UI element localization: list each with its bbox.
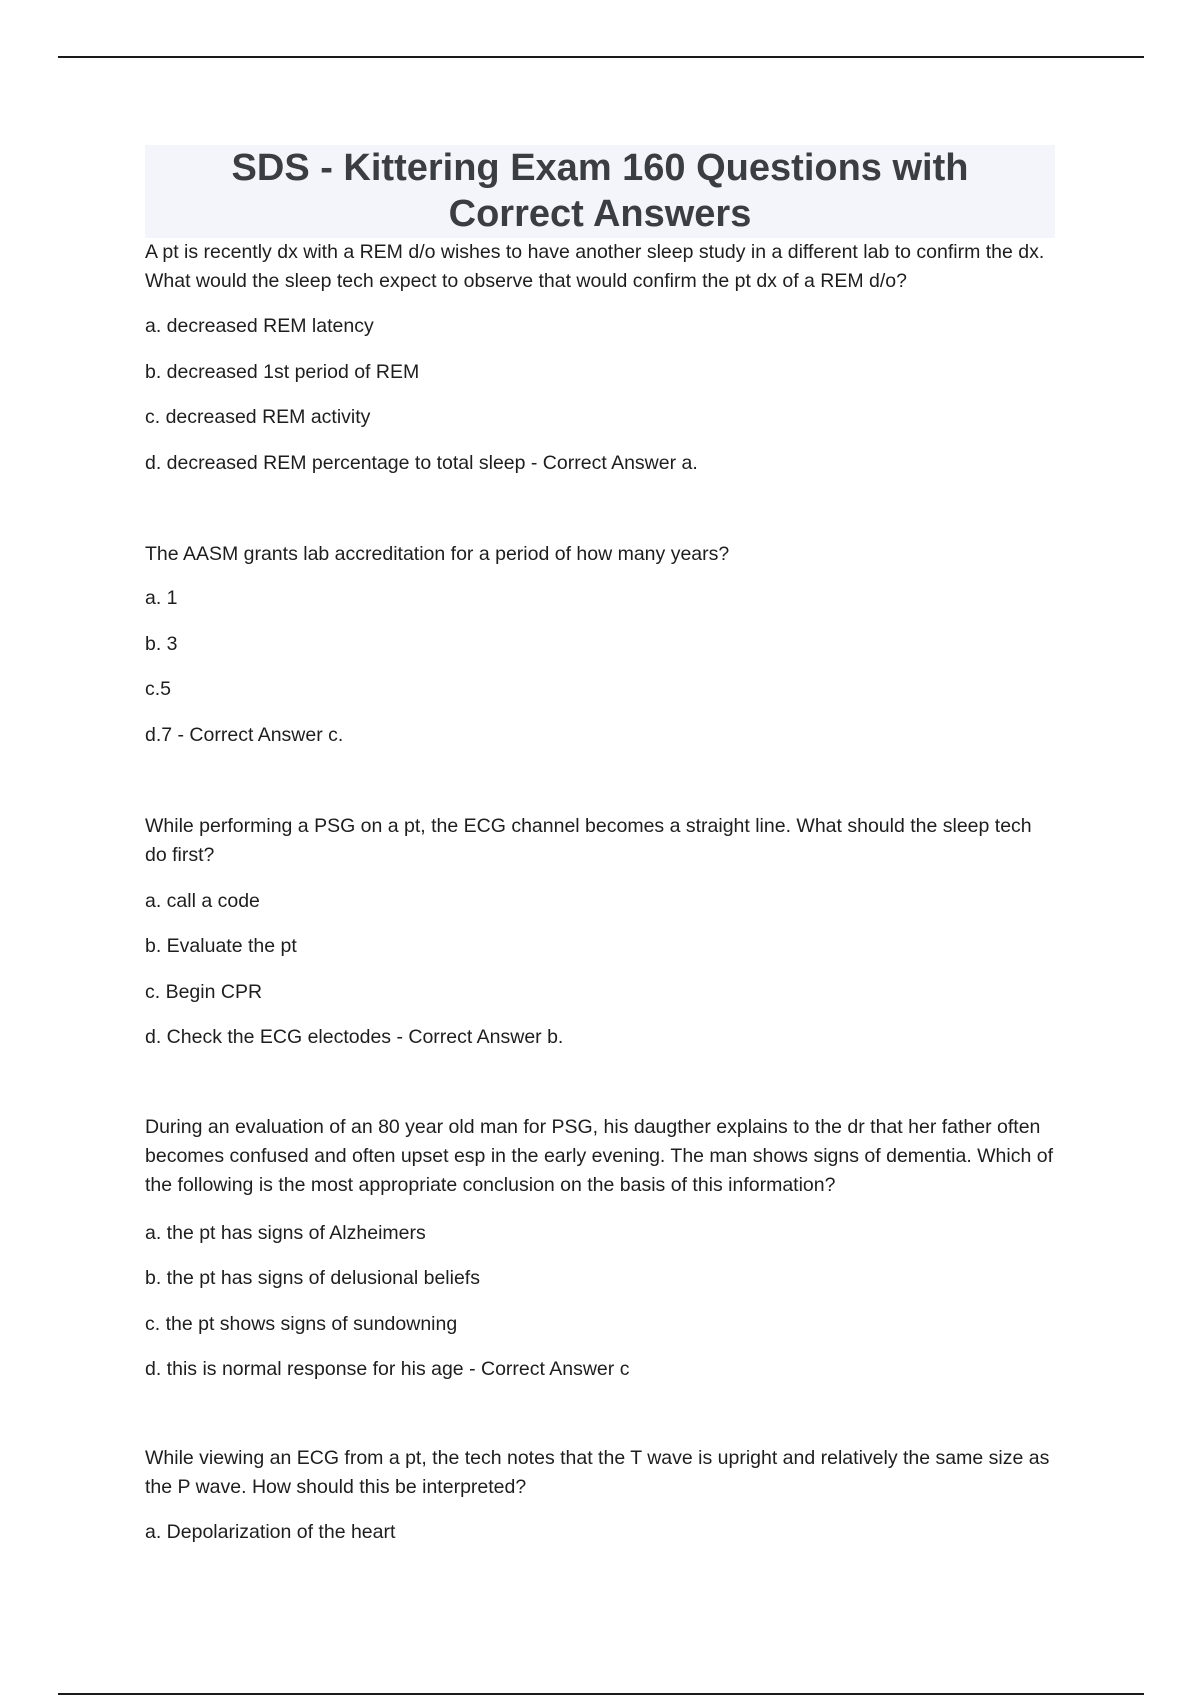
- answer-option: b. Evaluate the pt: [145, 935, 297, 957]
- question-text: While performing a PSG on a pt, the ECG channel becomes a straight line. What should the sleep tech do first?: [145, 815, 1032, 866]
- question-block: [145, 540, 1045, 746]
- answer-option: d. this is normal response for his age - Correct Answer c: [145, 1358, 630, 1380]
- answer-option: c. the pt shows signs of sundowning: [145, 1313, 458, 1335]
- question-text: During an evaluation of an 80 year old man for PSG, his daugther explains to the dr that her father often becomes confused and often upset esp in the early evening. The man shows signs of dementia. Which of the following is the most appropriate conclusion on the basis of this information?: [145, 1116, 1054, 1196]
- answer-option: a. call a code: [145, 890, 260, 912]
- answer-option: c. decreased REM activity: [145, 406, 371, 428]
- question-block: [145, 812, 1045, 1048]
- question-text: The AASM grants lab accreditation for a period of how many years?: [145, 543, 730, 565]
- question-block: [145, 1113, 1070, 1380]
- answer-option: d. Check the ECG electodes - Correct Answer b.: [145, 1026, 564, 1048]
- answer-option: b. the pt has signs of delusional beliefs: [145, 1267, 480, 1289]
- answer-option: a. the pt has signs of Alzheimers: [145, 1222, 426, 1244]
- answer-option: d.7 - Correct Answer c.: [145, 724, 344, 746]
- question-text: While viewing an ECG from a pt, the tech notes that the T wave is upright and relatively the same size as the P wave. How should this be interpreted?: [145, 1447, 1050, 1498]
- answer-option: c. Begin CPR: [145, 981, 263, 1003]
- answer-option: a. 1: [145, 587, 178, 609]
- answer-option: b. decreased 1st period of REM: [145, 361, 420, 383]
- title-line-2: Correct Answers: [448, 193, 752, 235]
- title-line-1: SDS - Kittering Exam 160 Questions with: [231, 147, 969, 189]
- title-banner: [145, 145, 1055, 238]
- top-rule: [58, 56, 1144, 58]
- question-block: [145, 238, 1045, 474]
- answer-option: a. Depolarization of the heart: [145, 1521, 396, 1543]
- question-block: [145, 1444, 1065, 1543]
- bottom-rule: [58, 1693, 1144, 1695]
- answer-option: d. decreased REM percentage to total sleep - Correct Answer a.: [145, 452, 698, 474]
- answer-option: c.5: [145, 678, 172, 700]
- question-text: A pt is recently dx with a REM d/o wishes to have another sleep study in a different lab to confirm the dx. What would the sleep tech expect to observe that would confirm the pt dx of a REM d/o?: [145, 241, 1045, 292]
- page-title: [145, 145, 1055, 237]
- answer-option: a. decreased REM latency: [145, 315, 374, 337]
- answer-option: b. 3: [145, 633, 178, 655]
